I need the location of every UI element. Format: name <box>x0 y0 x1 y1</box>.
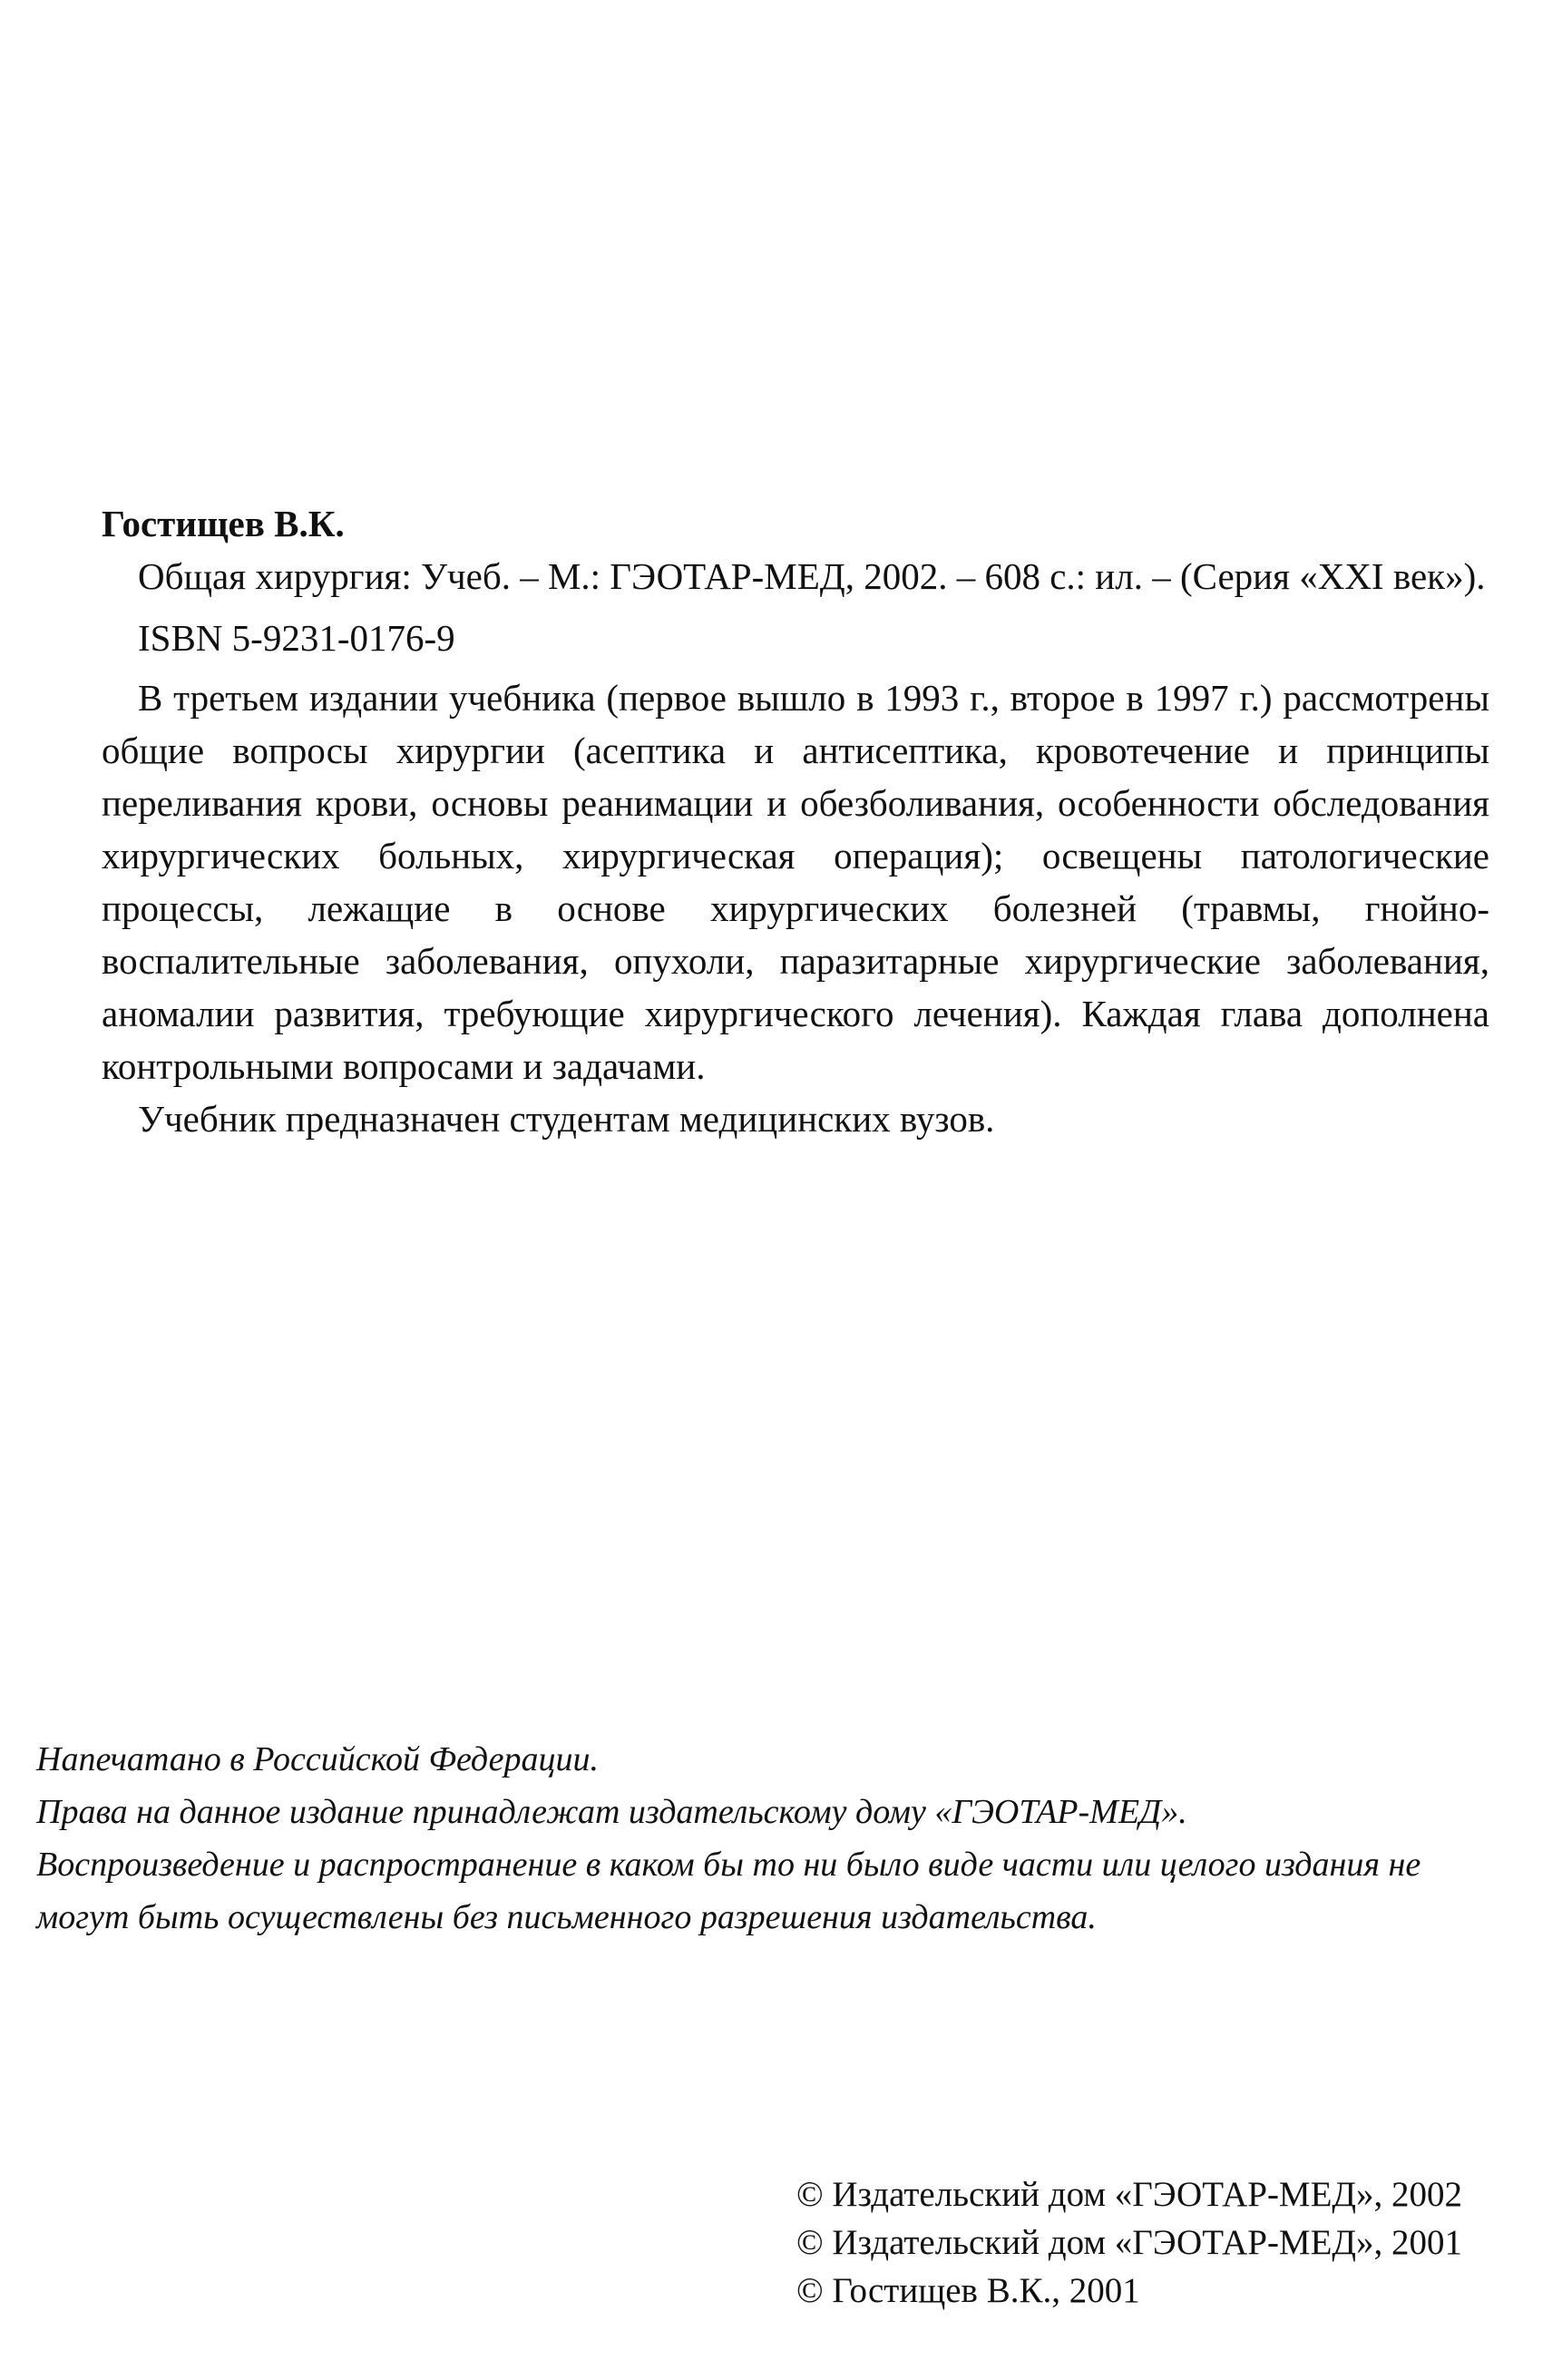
printed-in-notice: Напечатано в Российской Федерации. <box>36 1740 599 1778</box>
audience-text: Учебник предназначен студентам медицинских вузов. <box>138 1098 995 1140</box>
abstract-text: В третьем издании учебника (первое вышло в 1993 г., второе в 1997 г.) рассмотрены общие вопросы хирургии (асептика и антисептика, кровотечение и принципы переливания крови, основы реанимации и обезболивания, особенности обследования хирургических больных, хирургическая операция); освещены патологические процессы, лежащие в основе хирургических болезней (травмы, гнойно-воспалительные заболевания, опухоли, паразитарные хирургические заболевания, аномалии развития, требующие хирургического лечения). Каждая глава дополнена контрольными вопросами и задачами. <box>102 677 1489 1087</box>
copyright-line: © Издательский дом «ГЭОТАР-МЕД», 2001 <box>796 2223 1463 2262</box>
reproduction-notice: Воспроизведение и распространение в каком бы то ни было виде части или целого издания не могут быть осуществлены без письменного разрешения издательства. <box>36 1846 1421 1936</box>
isbn-number: ISBN 5-9231-0176-9 <box>138 617 455 659</box>
copyright-block <box>796 2170 1504 2315</box>
legal-notice <box>36 1733 1488 1944</box>
copyright-line: © Гостищев В.К., 2001 <box>796 2271 1140 2310</box>
rights-notice: Права на данное издание принадлежат издательскому дому «ГЭОТАР-МЕД». <box>36 1793 1187 1831</box>
author-name: Гостищев В.К. <box>102 503 345 544</box>
copyright-line: © Издательский дом «ГЭОТАР-МЕД», 2002 <box>796 2175 1463 2214</box>
bibliographic-record <box>102 497 1489 1145</box>
citation-text: Общая хирургия: Учеб. – М.: ГЭОТАР-МЕД, 2002. – 608 с.: ил. – (Серия «XXI век»). <box>138 555 1486 597</box>
